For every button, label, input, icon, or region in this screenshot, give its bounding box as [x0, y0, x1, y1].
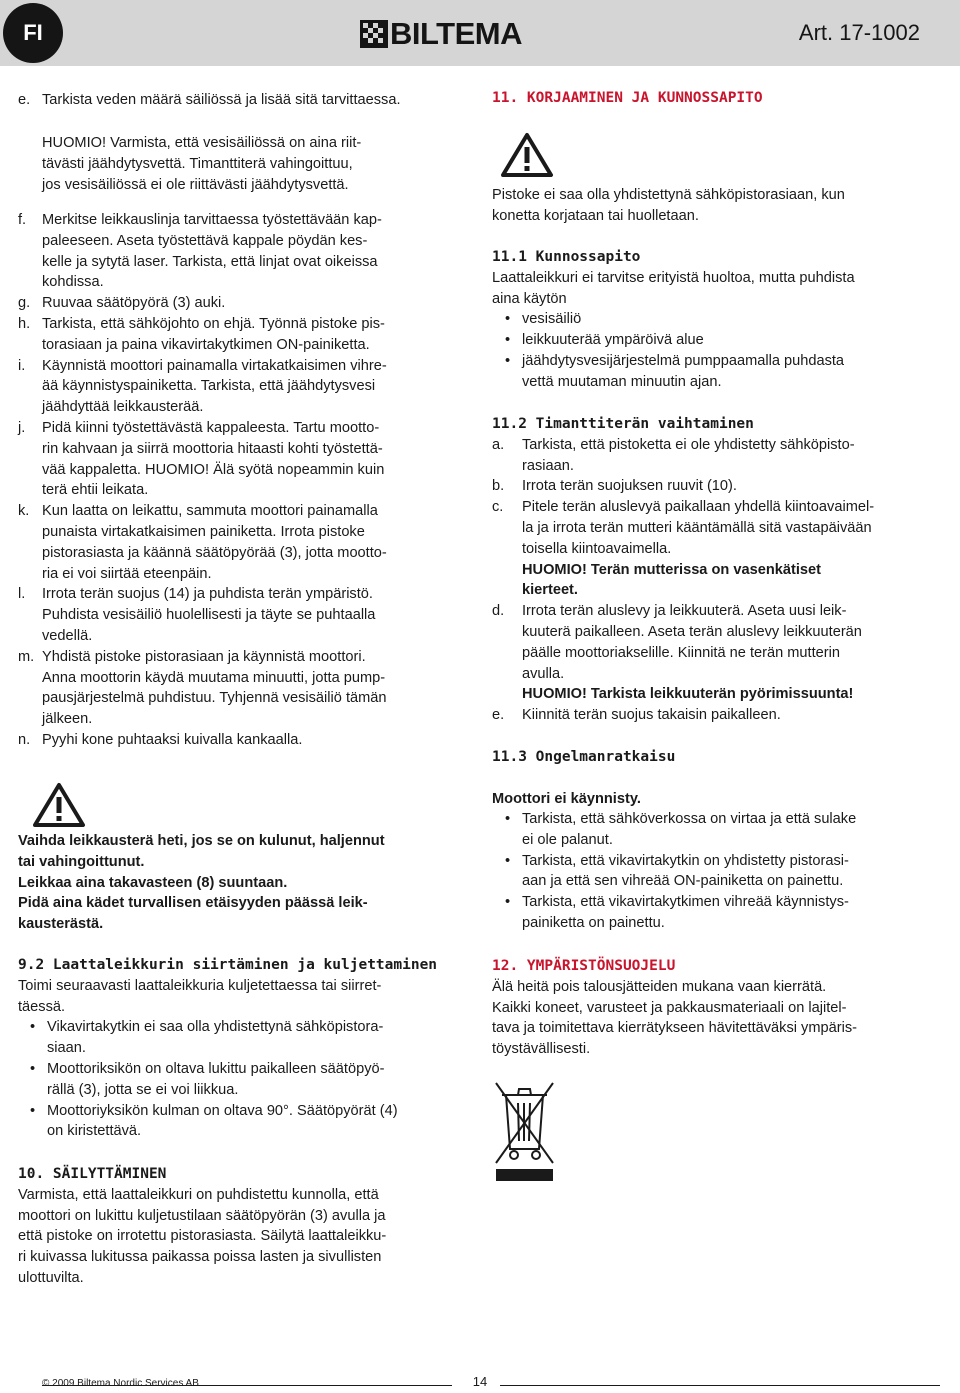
- article-number: Art. 17-1002: [798, 20, 920, 45]
- bullet-dot: •: [505, 852, 511, 869]
- step-text: Irrota terän aluslevy ja leikkuuterä. Aseta uusi leik-: [522, 603, 847, 620]
- section-body: tava ja toimitettava kierrätykseen hävitettäväksi ympäris-: [492, 1020, 857, 1037]
- section-body: Kaikki koneet, varusteet ja pakkausmateriaali on lajitel-: [492, 999, 847, 1016]
- bullet-text: jäähdytysvesijärjestelmä pumppaamalla puhdasta: [522, 353, 845, 369]
- step-marker: k.: [18, 503, 30, 520]
- step-text: Kiinnitä terän suojus takaisin paikalleen.: [522, 707, 781, 724]
- bullet-text: Tarkista, että vikavirtakytkin on yhdistetty pistorasi-: [522, 852, 849, 869]
- step-text: toisella kiintoavaimella.: [522, 540, 672, 557]
- step-marker: l.: [18, 586, 26, 603]
- brand-name: BILTEMA: [390, 16, 522, 51]
- step-text: torasiaan ja paina vikavirtakytkimen ON-painiketta.: [42, 336, 370, 353]
- biltema-logo: [360, 14, 600, 54]
- warning-triangle-icon: [500, 132, 554, 178]
- step-marker: e.: [18, 92, 31, 108]
- step-text: Irrota terän suojuksen ruuvit (10).: [522, 478, 737, 495]
- bullet-text: painiketta on painettu.: [522, 915, 665, 931]
- bullet-dot: •: [30, 1102, 36, 1119]
- step-marker: i.: [18, 357, 26, 374]
- bullet-text: Tarkista, että vikavirtakytkimen vihreää käynnistys-: [522, 894, 849, 911]
- step-text: paleeseen. Aseta työstettävä kappale pöydän kes-: [42, 232, 368, 249]
- bullet-dot: •: [505, 311, 511, 328]
- section-intro: Toimi seuraavasti laattaleikkuria kuljetettaessa tai siirret-: [18, 977, 382, 994]
- section-body: että pistoke on irrotettu pistorasiasta. Säilytä laattaleikku-: [18, 1228, 387, 1245]
- section-body: Älä heitä pois talousjätteiden mukana vaan kierrätä.: [492, 978, 827, 995]
- step-marker: m.: [18, 648, 35, 665]
- section-heading: 11.3 Ongelmanratkaisu: [492, 749, 676, 765]
- warning-text: Pistoke ei saa olla yhdistettynä sähköpistorasiaan, kun: [492, 187, 845, 203]
- section-body: moottori on lukittu kuljetustilaan säätöpyörän (3) avulla ja: [18, 1207, 386, 1224]
- step-text: Tarkista, että sähköjohto on ehjä. Työnnä pistoke pis-: [42, 316, 385, 332]
- section-heading: 11. KORJAAMINEN JA KUNNOSSAPITO: [492, 90, 763, 106]
- bullet-text: vettä muutaman minuutin ajan.: [522, 373, 722, 390]
- step-text: Tarkista, että pistoketta ei ole yhdistetty sähköpisto-: [522, 436, 855, 453]
- step-marker: c.: [492, 499, 504, 516]
- page-header: [0, 0, 960, 66]
- step-marker: d.: [492, 603, 505, 620]
- bullet-text: aan ja että sen vihreää ON-painiketta on painettu.: [522, 873, 844, 890]
- step-text: kierteet.: [522, 582, 578, 599]
- step-text: rin kahvaan ja siirrä moottoria hitaasti kohti työstettä-: [42, 440, 383, 457]
- step-text: HUOMIO! Tarkista leikkuuterän pyörimissuunta!: [522, 686, 854, 703]
- step-text: Irrota terän suojus (14) ja puhdista terän ympäristö.: [42, 586, 373, 603]
- bullet-dot: •: [505, 332, 511, 349]
- bullet-text: rällä (3), jotta se ei voi liikkua.: [47, 1081, 239, 1098]
- step-text: Pitele terän aluslevyä paikallaan yhdellä kiintoavaimel-: [522, 499, 875, 516]
- bullet-text: siaan.: [47, 1040, 86, 1057]
- bullet-text: Moottoriyksikön kulman on oltava 90°. Säätöpyörät (4): [47, 1102, 398, 1119]
- step-text: vedellä.: [42, 628, 93, 644]
- step-text: Kun laatta on leikattu, sammuta moottori painamalla: [42, 503, 378, 520]
- section-intro: täessä.: [18, 998, 66, 1015]
- bullet-text: on kiristettävä.: [47, 1123, 142, 1140]
- warning-text: Vaihda leikkausterä heti, jos se on kulunut, haljennut: [18, 833, 385, 849]
- page-number: 14: [472, 1374, 488, 1389]
- language-badge: [3, 3, 63, 63]
- step-text: päälle moottoriakselille. Kiinnitä ne terän mutterin: [522, 644, 840, 661]
- caution-text: tävästi jäähdytysvettä. Timanttiterä vahingoittuu,: [42, 155, 353, 172]
- checkered-flag-logo-icon: [360, 14, 390, 54]
- caution-text: HUOMIO! Varmista, että vesisäiliössä on aina riit-: [42, 135, 362, 151]
- step-text: Merkitse leikkauslinja tarvittaessa työstettävään kap-: [42, 212, 382, 228]
- warning-text: Leikkaa aina takavasteen (8) suuntaan.: [18, 874, 288, 891]
- step-text: punaista virtakatkaisimen painiketta. Irrota pistoke: [42, 524, 365, 540]
- warning-text: kausterästä.: [18, 916, 104, 933]
- footer-copyright: © 2009 Biltema Nordic Services AB: [42, 1378, 199, 1389]
- step-text: Käynnistä moottori painamalla virtakatkaisimen vihre-: [42, 357, 387, 374]
- section-body: ri kuivassa lukitussa paikassa poissa lasten ja sivullisten: [18, 1249, 382, 1266]
- step-text: pistorasiasta ja käännä säätöpyörää (3), jotta mootto-: [42, 544, 387, 561]
- bullet-dot: •: [505, 811, 511, 827]
- step-text: vää kappaletta. HUOMIO! Älä syötä nopeammin kuin: [42, 461, 385, 478]
- step-text: Ruuvaa säätöpyörä (3) auki.: [42, 295, 226, 312]
- section-intro: aina käytön: [492, 290, 567, 307]
- section-heading: 12. YMPÄRISTÖNSUOJELU: [492, 958, 676, 974]
- weee-crossed-bin-icon: [492, 1073, 557, 1183]
- step-text: pausjärjestelmä puhdistuu. Tyhjennä vesisäiliö tämän: [42, 690, 387, 707]
- step-text: Pidä kiinni työstettävästä kappaleesta. Tartu mootto-: [42, 420, 380, 436]
- step-text: Tarkista veden määrä säiliössä ja lisää sitä tarvittaessa.: [42, 92, 401, 108]
- section-body: ulottuvilta.: [18, 1270, 84, 1286]
- section-intro: Laattaleikkuri ei tarvitse erityistä huoltoa, mutta puhdista: [492, 269, 855, 286]
- bullet-text: Tarkista, että sähköverkossa on virtaa ja että sulake: [522, 811, 857, 827]
- step-marker: a.: [492, 436, 505, 453]
- caution-text: jos vesisäiliössä ei ole riittävästi jäähdytysvettä.: [42, 176, 349, 193]
- step-marker: j.: [18, 420, 26, 436]
- section-body: töystävällisesti.: [492, 1041, 591, 1058]
- bullet-dot: •: [505, 894, 511, 911]
- step-text: rasiaan.: [522, 457, 574, 474]
- bullet-text: ei ole palanut.: [522, 831, 613, 848]
- bullet-text: Vikavirtakytkin ei saa olla yhdistettynä sähköpistora-: [47, 1019, 384, 1036]
- step-text: Yhdistä pistoke pistorasiaan ja käynnistä moottori.: [42, 648, 366, 665]
- step-marker: b.: [492, 478, 505, 495]
- step-marker: n.: [18, 732, 31, 748]
- step-marker: e.: [492, 707, 505, 724]
- warning-triangle-icon: [32, 782, 86, 828]
- step-marker: h.: [18, 316, 31, 332]
- warning-text: tai vahingoittunut.: [18, 853, 145, 870]
- bullet-dot: •: [30, 1061, 36, 1077]
- step-text: ria ei voi siirtää eteenpäin.: [42, 565, 212, 582]
- step-text: avulla.: [522, 665, 565, 682]
- bullet-dot: •: [505, 353, 511, 369]
- section-heading: 9.2 Laattaleikkurin siirtäminen ja kuljettaminen: [18, 957, 438, 973]
- section-heading: 11.1 Kunnossapito: [492, 249, 641, 265]
- section-body: Varmista, että laattaleikkuri on puhdistettu kunnolla, että: [18, 1186, 379, 1203]
- bullet-text: Moottoriksikön on oltava lukittu paikalleen säätöpyö-: [47, 1061, 385, 1077]
- step-text: Anna moottorin käydä muutama minuutti, jotta pump-: [42, 669, 386, 686]
- bullet-text: leikkuuterää ympäröivä alue: [522, 332, 704, 349]
- step-text: jälkeen.: [42, 711, 93, 728]
- bullet-text: vesisäiliö: [522, 311, 582, 328]
- step-text: ää käynnistyspainiketta. Tarkista, että jäähdytysvesi: [42, 378, 376, 395]
- bullet-dot: •: [30, 1019, 36, 1036]
- step-text: kuuterä paikalleen. Aseta terän aluslevy leikkuuterän: [522, 624, 862, 640]
- step-text: la ja irrota terän mutteri kääntämällä sitä vastapäivään: [522, 520, 872, 536]
- step-text: Puhdista vesisäiliö huolellisesti ja täyte se puhtaalla: [42, 607, 376, 624]
- step-text: kohdissa.: [42, 274, 104, 291]
- step-text: Pyyhi kone puhtaaksi kuivalla kankaalla.: [42, 732, 303, 748]
- step-marker: g.: [18, 295, 31, 312]
- language-badge-label: FI: [23, 20, 43, 45]
- section-heading: 10. SÄILYTTÄMINEN: [18, 1166, 167, 1182]
- footer-divider-right: [500, 1385, 940, 1386]
- warning-text: konetta korjataan tai huolletaan.: [492, 207, 699, 224]
- subsection-title: Moottori ei käynnisty.: [492, 791, 641, 807]
- step-text: jäähdyttää leikkausterää.: [42, 399, 204, 416]
- step-text: terä ehtii leikata.: [42, 482, 149, 499]
- step-text: HUOMIO! Terän mutterissa on vasenkätiset: [522, 561, 821, 578]
- warning-text: Pidä aina kädet turvallisen etäisyyden päässä leik-: [18, 895, 368, 912]
- step-marker: f.: [18, 212, 27, 228]
- section-heading: 11.2 Timanttiterän vaihtaminen: [492, 416, 754, 432]
- step-text: kelle ja sytytä laser. Tarkista, että linjat ovat oikeissa: [42, 253, 378, 270]
